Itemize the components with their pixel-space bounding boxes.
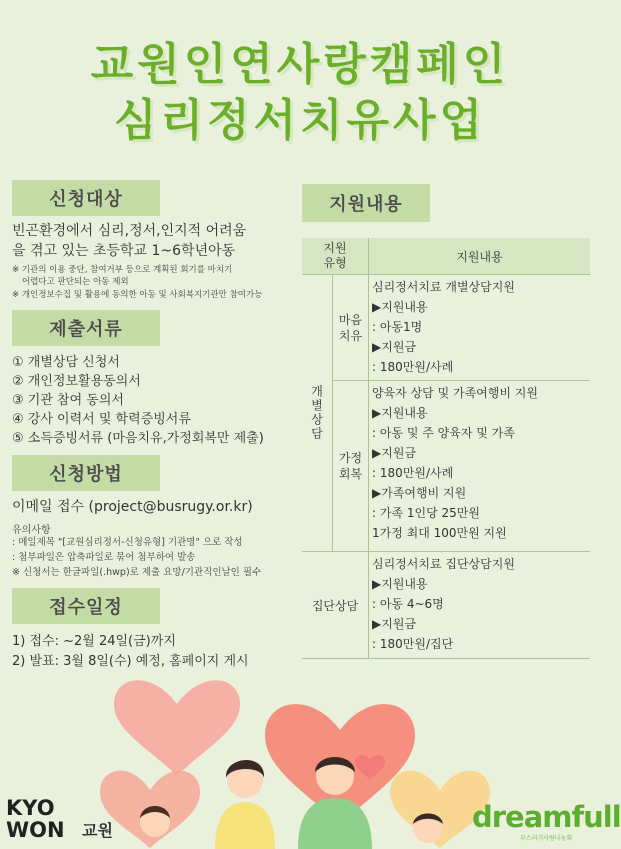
eligibility-note-1b: 어렵다고 판단되는 아동 제외 [22, 277, 129, 287]
documents-item: ① 개별상담 신청서 [12, 355, 120, 370]
dreamfull-logo: dreamfull [472, 800, 621, 834]
mind-line: ▶지원금 [372, 340, 417, 354]
family-line: : 아동 및 주 양육자 및 가족 [372, 426, 515, 440]
support-individual-label: 개별상담 [309, 385, 324, 441]
family-line: 양육자 상담 및 가족여행비 지원 [372, 386, 538, 400]
eligibility-note-1: ※ 기관의 이용 중단, 참여거부 등으로 계획된 회기를 마치기 [12, 265, 233, 275]
method-label: 신청방법 [12, 455, 160, 491]
family-line: : 180만원/사례 [372, 466, 454, 480]
method-notes-title: 유의사항 [12, 525, 51, 536]
heart-icon [114, 680, 240, 776]
support-family-label-a: 가정 [338, 451, 363, 465]
support-th-type-a: 지원 [323, 241, 347, 255]
schedule-label: 접수일정 [12, 588, 160, 624]
family-line: : 가족 1인당 25만원 [372, 506, 480, 520]
schedule-item: 1) 접수: ~2월 24일(금)까지 [12, 634, 176, 649]
group-line: ▶지원내용 [372, 577, 428, 591]
documents-item: ③ 기관 참여 동의서 [12, 393, 124, 408]
kyowon-logo [6, 797, 65, 841]
support-table [302, 238, 590, 659]
mind-line: : 180만원/사례 [372, 360, 454, 374]
family-line: ▶지원금 [372, 446, 417, 460]
support-individual-content [369, 275, 591, 552]
person-woman-body [215, 802, 275, 849]
support-group-content [369, 552, 591, 659]
eligibility-line-1: 빈곤환경에서 심리,정서,인지적 어려움 [12, 223, 247, 239]
method-email: 이메일 접수 (project@busrugy.or.kr) [12, 499, 253, 515]
mind-line: : 아동1명 [372, 320, 423, 334]
method-note: ※ 신청서는 한글파일(.hwp)로 제출 요망/기관직인날인 필수 [12, 567, 262, 578]
support-th-type-b: 유형 [323, 256, 347, 270]
method-note: : 메일제목 "[교원심리정서-신청유형] 기관명" 으로 작성 [12, 537, 243, 548]
documents-item: ④ 강사 이력서 및 학력증빙서류 [12, 412, 191, 427]
family-line: ▶가족여행비 지원 [372, 486, 467, 500]
eligibility-line-2: 을 겪고 있는 초등학교 1~6학년아동 [12, 243, 236, 259]
method-note: : 첨부파일은 압축파일로 묶어 첨부하여 발송 [12, 552, 196, 563]
group-line: ▶지원금 [372, 617, 417, 631]
kyowon-logo-bottom: WON [6, 818, 65, 842]
support-th-type [302, 238, 369, 275]
support-mind-label-b: 치유 [338, 328, 363, 343]
family-line: 1가정 최대 100만원 지원 [372, 526, 507, 540]
support-th-content: 지원내용 [369, 238, 591, 275]
title-line-2: 심리정서치유사업 [113, 95, 487, 146]
title-line-1: 교원인연사랑캠페인 [90, 39, 510, 90]
family-line: ▶지원내용 [372, 406, 428, 420]
support-mind-label-a: 마음 [338, 312, 363, 327]
group-line: 심리정서치료 집단상담지원 [372, 557, 515, 571]
group-line: : 아동 4~6명 [372, 597, 444, 611]
support-family-label-b: 회복 [338, 467, 363, 481]
documents-item: ⑤ 소득증빙서류 (마음치유,가정회복만 제출) [12, 431, 264, 446]
schedule-item: 2) 발표: 3월 8일(수) 예정, 홈페이지 게시 [12, 654, 249, 669]
kyowon-logo-top: KYO [6, 796, 55, 820]
mind-line: ▶지원내용 [372, 300, 428, 314]
support-group-label: 집단상담 [302, 552, 369, 659]
eligibility-note-2: ※ 개인정보수집 및 활용에 동의한 아동 및 사회복지기관만 참여가능 [12, 290, 263, 300]
support-individual-group [302, 275, 369, 552]
documents-item: ② 개인정보활용동의서 [12, 374, 141, 389]
support-label: 지원내용 [302, 184, 430, 222]
group-line: : 180만원/집단 [372, 637, 454, 651]
kyowon-logo-ko: 교원 [82, 821, 113, 840]
eligibility-label: 신청대상 [12, 180, 160, 216]
dreamfull-sub: 부스러기사랑나눔회 [520, 835, 573, 842]
documents-label: 제출서류 [12, 310, 160, 346]
mind-line: 심리정서치료 개별상담지원 [372, 280, 515, 294]
